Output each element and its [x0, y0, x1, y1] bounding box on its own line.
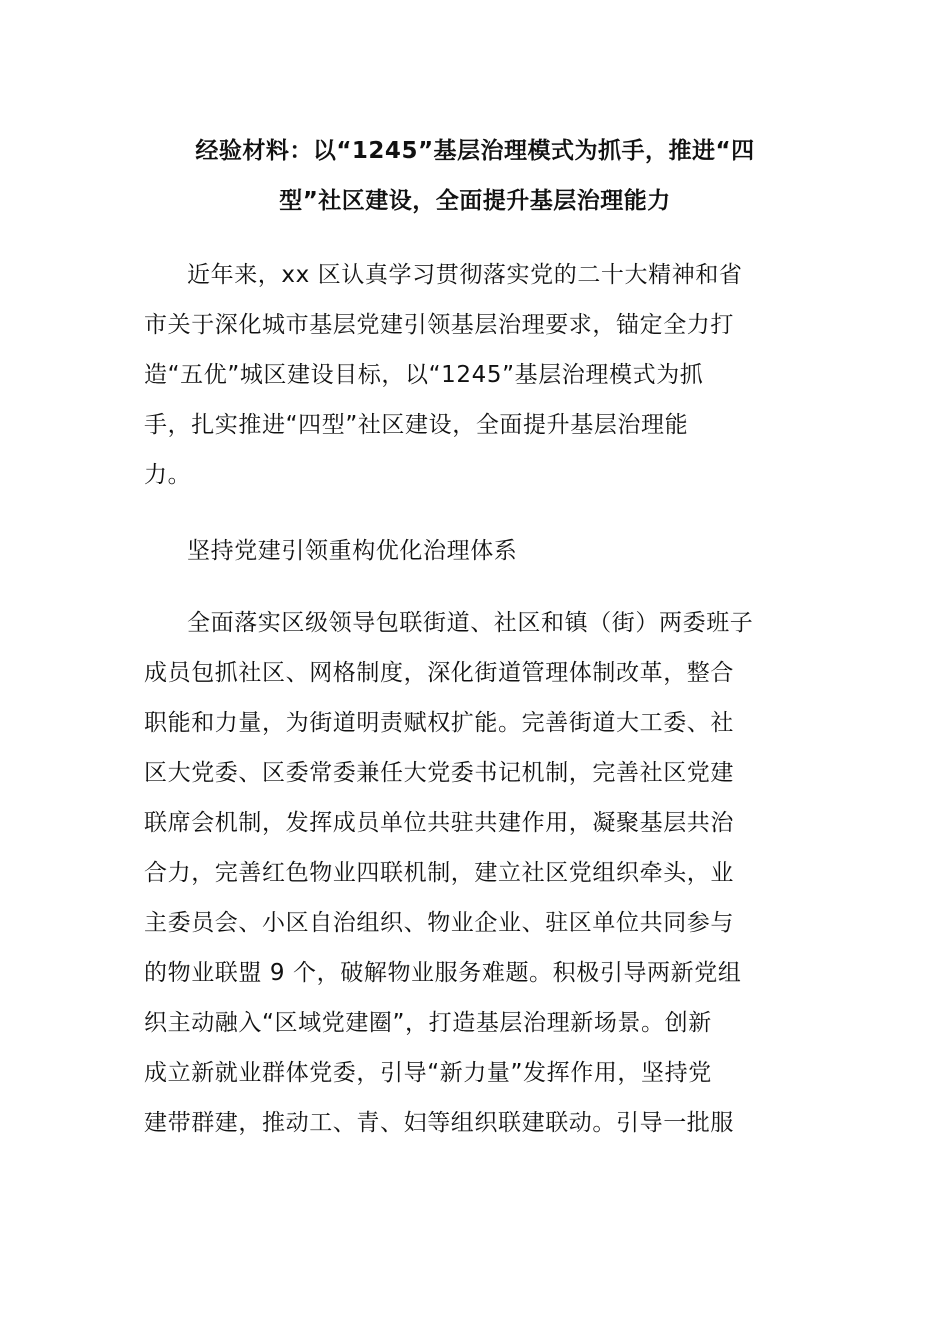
paragraph-2-line-2: 成员包抓社区、网格制度，深化街道管理体制改革，整合 — [144, 660, 734, 686]
paragraph-1-line-5: 力。 — [144, 462, 192, 488]
paragraph-1-line-3: 造“五优”城区建设目标，以“1245”基层治理模式为抓 — [144, 362, 704, 388]
paragraph-2-line-11: 建带群建，推动工、青、妇等组织联建联动。引导一批服 — [144, 1110, 734, 1136]
paragraph-2-line-6: 合力，完善红色物业四联机制，建立社区党组织牵头，业 — [144, 860, 734, 886]
paragraph-2-line-8: 的物业联盟 9 个，破解物业服务难题。积极引导两新党组 — [144, 960, 742, 986]
document-title-line-2: 型”社区建设，全面提升基层治理能力 — [279, 188, 671, 214]
paragraph-2-line-9: 织主动融入“区域党建圈”，打造基层治理新场景。创新 — [144, 1010, 712, 1036]
paragraph-2-line-7: 主委员会、小区自治组织、物业企业、驻区单位共同参与 — [144, 910, 734, 936]
paragraph-1-line-2: 市关于深化城市基层党建引领基层治理要求，锚定全力打 — [144, 312, 734, 338]
paragraph-2-line-1: 全面落实区级领导包联街道、社区和镇（街）两委班子 — [187, 610, 754, 636]
paragraph-2-line-10: 成立新就业群体党委，引导“新力量”发挥作用，坚持党 — [144, 1060, 712, 1086]
paragraph-2-line-5: 联席会机制，发挥成员单位共驻共建作用，凝聚基层共治 — [144, 810, 734, 836]
paragraph-2-line-3: 职能和力量，为街道明责赋权扩能。完善街道大工委、社 — [144, 710, 734, 736]
paragraph-1-line-1: 近年来，xx 区认真学习贯彻落实党的二十大精神和省 — [187, 262, 743, 288]
document-title-line-1: 经验材料：以“1245”基层治理模式为抓手，推进“四 — [195, 138, 755, 164]
paragraph-2-line-4: 区大党委、区委常委兼任大党委书记机制，完善社区党建 — [144, 760, 734, 786]
section-heading: 坚持党建引领重构优化治理体系 — [187, 538, 518, 564]
paragraph-1-line-4: 手，扎实推进“四型”社区建设，全面提升基层治理能 — [144, 412, 689, 438]
